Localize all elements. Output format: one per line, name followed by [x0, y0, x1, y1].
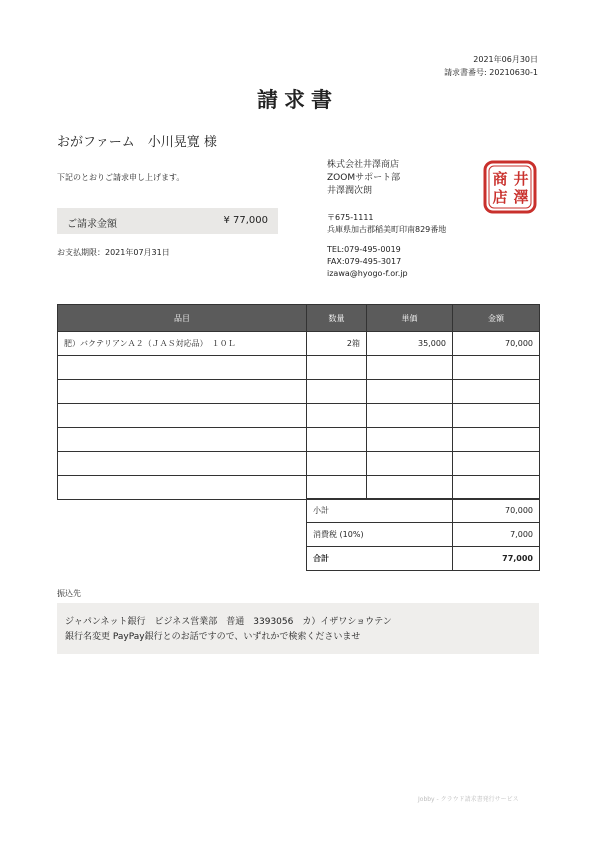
item-quantity	[307, 452, 367, 476]
item-quantity	[307, 428, 367, 452]
tax-value: 7,000	[453, 523, 540, 547]
issuer-email: izawa@hyogo-f.or.jp	[327, 269, 408, 278]
item-amount	[453, 452, 540, 476]
tax-label: 消費税 (10%)	[307, 523, 453, 547]
table-row	[58, 452, 540, 476]
item-quantity	[307, 380, 367, 404]
issuer-department: ZOOMサポート部	[327, 173, 401, 183]
table-row	[58, 380, 540, 404]
billing-amount-box	[57, 208, 278, 234]
item-unit-price	[367, 380, 453, 404]
item-unit-price	[367, 404, 453, 428]
item-quantity	[307, 356, 367, 380]
customer-name: おがファーム 小川晃寛 様	[57, 135, 217, 150]
subtotal-value: 70,000	[453, 499, 540, 523]
issuer-block	[327, 159, 400, 198]
item-quantity	[307, 476, 367, 500]
item-name	[58, 404, 307, 428]
item-unit-price	[367, 428, 453, 452]
subtotal-label: 小計	[307, 499, 453, 523]
table-row	[58, 428, 540, 452]
bank-note-line: 銀行名変更 PayPay銀行とのお話ですので、いずれかで検索くださいませ	[65, 632, 361, 642]
item-name	[58, 380, 307, 404]
item-unit-price	[367, 356, 453, 380]
bank-section-label: 振込先	[57, 589, 81, 598]
issuer-postal: 〒675-1111	[327, 213, 374, 222]
bank-info-box	[57, 603, 539, 654]
issuer-company: 株式会社井澤商店	[327, 160, 400, 170]
item-name	[58, 452, 307, 476]
subtotal-row	[307, 499, 540, 523]
tax-row	[307, 523, 540, 547]
issuer-tel: TEL:079-495-0019	[327, 245, 401, 254]
item-name	[58, 356, 307, 380]
item-amount	[453, 428, 540, 452]
item-unit-price	[367, 476, 453, 500]
table-row	[58, 476, 540, 500]
bank-account-line: ジャパンネット銀行 ビジネス営業部 普通 3393056 カ）イザワショウテン	[65, 617, 392, 627]
header-quantity: 数量	[307, 305, 367, 332]
header-amount: 金額	[453, 305, 540, 332]
document-title: 請求書	[257, 88, 338, 112]
item-amount: 70,000	[453, 332, 540, 356]
invoice-number: 請求書番号: 20210630-1	[444, 68, 538, 77]
item-unit-price: 35,000	[367, 332, 453, 356]
billing-amount-value: ¥ 77,000	[223, 215, 268, 226]
items-table	[57, 304, 540, 500]
totals-table	[306, 498, 540, 571]
item-quantity: 2箱	[307, 332, 367, 356]
svg-text:井: 井	[513, 170, 529, 188]
billing-amount-label: ご請求金額	[67, 219, 117, 230]
total-row	[307, 547, 540, 571]
greeting-text: 下記のとおりご請求申し上げます。	[57, 173, 185, 182]
table-row	[58, 332, 540, 356]
issuer-address-block	[327, 212, 446, 236]
header-unit-price: 単価	[367, 305, 453, 332]
header-item: 品目	[58, 305, 307, 332]
table-row	[58, 356, 540, 380]
table-row	[58, 404, 540, 428]
company-seal-stamp	[483, 160, 537, 214]
svg-text:澤: 澤	[513, 188, 529, 206]
item-name	[58, 476, 307, 500]
payment-due-date: お支払期限：2021年07月31日	[57, 248, 170, 257]
total-label: 合計	[307, 547, 453, 571]
svg-text:店: 店	[492, 188, 508, 206]
item-amount	[453, 476, 540, 500]
invoice-date: 2021年06月30日	[473, 55, 538, 64]
item-name	[58, 428, 307, 452]
item-unit-price	[367, 452, 453, 476]
total-value: 77,000	[453, 547, 540, 571]
footer-branding: Jobby - クラウド請求書発行サービス	[418, 796, 519, 803]
item-name: 肥）バクテリアンＡ２（ＪＡＳ対応品） １０Ｌ	[58, 332, 307, 356]
item-amount	[453, 380, 540, 404]
item-quantity	[307, 404, 367, 428]
issuer-person: 井澤潤次朗	[327, 186, 373, 196]
issuer-address: 兵庫県加古郡稲美町印南829番地	[327, 225, 447, 234]
item-amount	[453, 404, 540, 428]
item-amount	[453, 356, 540, 380]
issuer-fax: FAX:079-495-3017	[327, 257, 402, 266]
svg-text:商: 商	[492, 170, 508, 188]
issuer-contact-block	[327, 244, 408, 280]
items-header-row	[58, 305, 540, 332]
